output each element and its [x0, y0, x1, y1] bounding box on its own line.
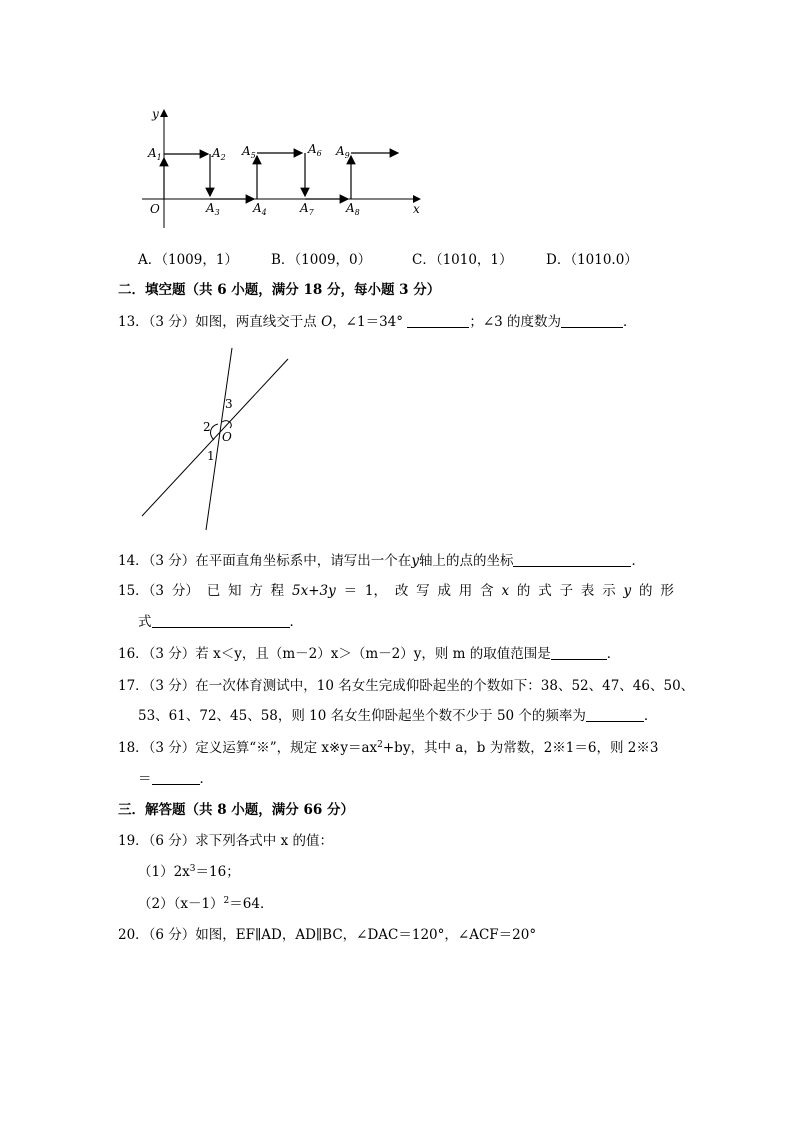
answer-blank[interactable] — [551, 646, 607, 660]
question-19-part-2: $(2)(x-1)^2=64$． — [138, 896, 274, 912]
question-19-title: 19．（6 分）求下列各式中 x 的值： — [118, 833, 334, 849]
figure-q12-coordinate-path — [130, 100, 430, 230]
section-2-heading: 二．填空题（共 6 小题，满分 18 分，每小题 3 分） — [118, 282, 441, 298]
question-20: 20．（6 分）如图，EF∥AD，AD∥BC，∠DAC＝120°，∠ACF＝20° — [118, 927, 537, 943]
question-19-part-1: $(1)2x^3=16$； — [138, 864, 240, 880]
angle-label-1: 1 — [207, 449, 215, 463]
answer-blank[interactable] — [152, 771, 200, 785]
label-a3: $A_3$ — [206, 201, 220, 217]
choice-a: A．（1009，1） — [138, 252, 238, 268]
label-a7: $A_7$ — [300, 201, 314, 217]
angle-label-3: 3 — [225, 397, 233, 411]
question-17-line-1: 17．（3 分）在一次体育测试中，10 名女生完成仰卧起坐的个数如下：38、52、47、46、50、 — [118, 678, 695, 694]
question-15-line-1: 15．（3 分） 已 知 方 程 5x+3y ＝ 1， 改 写 成 用 含 x 的 式 子 表 示 y 的 形 — [118, 583, 674, 599]
question-15-line-2: 式 ． — [138, 614, 303, 630]
answer-blank[interactable] — [513, 553, 631, 567]
label-a6: $A_6$ — [308, 142, 322, 158]
question-16: 16．（3 分）若 x＜y，且（m－2）x＞（m－2）y，则 m 的取值范围是 ． — [118, 646, 621, 662]
answer-blank[interactable] — [407, 314, 469, 328]
question-14: 14．（3 分）在平面直角坐标系中，请写出一个在y轴上的点的坐标 ． — [118, 553, 645, 569]
question-17-line-2: 53、61、72、45、58，则 10 名女生仰卧起坐个数不少于 50 个的频率为 ． — [138, 708, 658, 724]
answer-blank[interactable] — [561, 314, 623, 328]
question-13: 13．（3 分）如图，两直线交于点 O，∠1＝34° ；∠3 的度数为 ． — [118, 314, 637, 330]
label-a8: $A_8$ — [346, 201, 360, 217]
answer-blank[interactable] — [152, 614, 290, 628]
label-a1: $A_1$ — [148, 146, 162, 162]
label-a2: $A_2$ — [212, 146, 226, 162]
figure-q13-intersecting-lines — [130, 340, 310, 540]
point-o-label: O — [222, 430, 232, 444]
choice-d: D．（1010.0） — [546, 252, 638, 268]
section-3-heading: 三．解答题（共 8 小题，满分 66 分） — [118, 802, 354, 818]
line-2 — [142, 359, 288, 516]
question-18-line-2: ＝ ． — [138, 771, 213, 787]
origin-label: O — [150, 202, 160, 216]
answer-blank[interactable] — [586, 708, 644, 722]
angle-label-2: 2 — [203, 420, 211, 434]
choice-b: B．（1009，0） — [271, 252, 372, 268]
choice-c: C．（1010，1） — [412, 252, 513, 268]
label-a4: $A_4$ — [253, 201, 267, 217]
x-label: x — [413, 202, 420, 216]
path-arrows — [164, 153, 398, 199]
question-18-line-1: 18．（3 分）定义运算“※”，规定 $x※y=ax^2+by$，其中 a，b 为常数，2※1＝6，则 2※3 — [118, 740, 659, 756]
label-a9: $A_9$ — [336, 144, 350, 160]
label-a5: $A_5$ — [242, 144, 256, 160]
y-label: y — [152, 107, 159, 121]
